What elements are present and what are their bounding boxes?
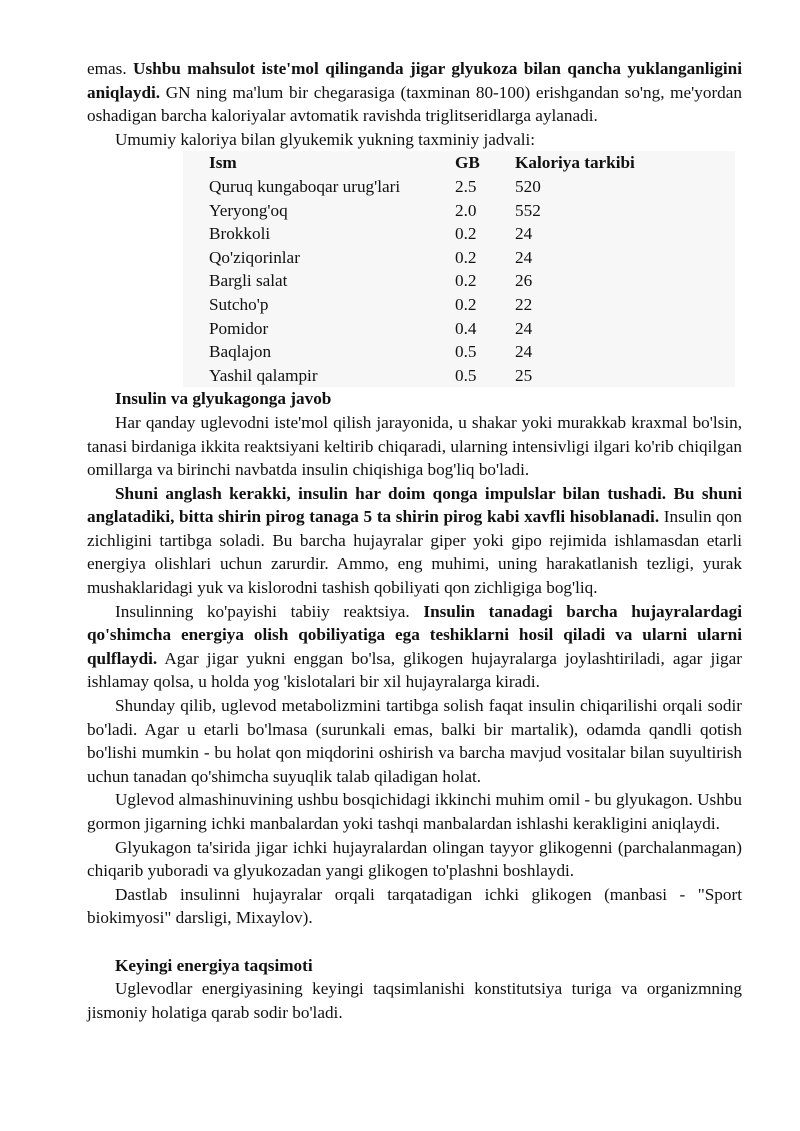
cell-gb: 2.5 xyxy=(455,176,477,196)
table-row xyxy=(183,175,675,199)
table-row xyxy=(183,222,675,246)
paragraph-glucagon-effect: Glyukagon ta'sirida jigar ichki hujayralardan olingan tayyor glikogenni (parchalanmagan) chiqarib yuboradi va glyukozadan yangi glikogen to'plashni boshlaydi. xyxy=(87,837,742,881)
table-row xyxy=(183,199,675,223)
cell-gb: 0.5 xyxy=(455,365,477,385)
bold-run: Ushbu mahsulot iste'mol qilinganda jigar glyukoza bilan qancha yuklanganligini aniqlaydi. xyxy=(87,59,742,102)
glycemic-table xyxy=(183,151,675,387)
paragraph-insulin-impulses xyxy=(87,482,742,600)
cell-gb: 0.2 xyxy=(455,294,477,314)
table-row xyxy=(183,340,675,364)
table-row xyxy=(183,293,675,317)
cell-gb: 0.4 xyxy=(455,318,477,338)
cell-name: Qo'ziqorinlar xyxy=(209,247,300,267)
header-name: Ism xyxy=(209,153,237,173)
paragraph-reactions: Har qanday uglevodni iste'mol qilish jarayonida, u shakar yoki murakkab kraxmal bo'lsin, tanasi birdaniga ikkita reaktsiyani keltirib chiqaradi, ularning intensivligi ilgari ko'rib chiqilgan omillarga va birinchi navbatda insulin chiqishiga bog'liq bo'ladi. xyxy=(87,412,742,480)
cell-name: Yashil qalampir xyxy=(209,365,318,385)
cell-calories: 26 xyxy=(515,271,533,291)
cell-gb: 0.2 xyxy=(455,224,477,244)
cell-calories: 24 xyxy=(515,224,533,244)
cell-name: Bargli salat xyxy=(209,271,288,291)
cell-calories: 24 xyxy=(515,342,533,362)
table-intro: Umumiy kaloriya bilan glyukemik yukning taxminiy jadvali: xyxy=(115,129,536,149)
section-heading-insulin: Insulin va glyukagonga javob xyxy=(115,389,332,409)
cell-name: Brokkoli xyxy=(209,224,271,244)
text-run: Agar jigar yukni enggan bo'lsa, glikogen hujayralarga joylashtiriladi, agar jigar ishlamay qolsa, u holda yog 'kislotalari bir xil hujayralarga kiradi. xyxy=(87,648,742,692)
document-body xyxy=(87,57,742,1024)
cell-name: Pomidor xyxy=(209,318,269,338)
paragraph-glucagon: Uglevod almashinuvining ushbu bosqichidagi ikkinchi muhim omil - bu glyukagon. Ushbu gormon jigarning ichki manbalardan yoki tashqi manbalardan ishlashi kerakligini aniqlaydi. xyxy=(87,790,742,833)
text-run: Insulin qon zichligini tartibga soladi. Bu barcha hujayralar giper yoki gipo rejimida ishlamasdan etarli energiya olishlari uchun zarurdir. Ammo, eng muhimi, uning harakatlanish tezligi, yurak mushaklaridagi yuk va kislorodni tashish qobiliyati qon zichligiga bog'liq. xyxy=(87,507,742,598)
cell-calories: 520 xyxy=(515,176,541,196)
cell-calories: 22 xyxy=(515,294,533,314)
cell-calories: 24 xyxy=(515,318,533,338)
table-row xyxy=(183,317,675,341)
table-row xyxy=(183,269,675,293)
bold-run: Insulin tanadagi barcha hujayralardagi qo'shimcha energiya olish qobiliyatiga ega teshiklarni hosil qiladi va ularni ularni qulflaydi. xyxy=(87,601,742,668)
header-gb: GB xyxy=(455,153,480,173)
cell-name: Quruq kungaboqar urug'lari xyxy=(209,176,401,196)
paragraph-metabolism: Shunday qilib, uglevod metabolizmini tartibga solish faqat insulin chiqarilishi orqali sodir bo'ladi. Agar u etarli bo'lmasa (surunkali emas, balki bir martalik), odamda qandli qotish bo'lishi mumkin - bu holat qon miqdorini oshirish va barcha mavjud vositalar bilan suyultirish uchun tanadan qo'shimcha suyuqlik talab qiladigan holat. xyxy=(87,696,742,786)
paragraph-source: Dastlab insulinni hujayralar orqali tarqatadigan ichki glikogen (manbasi - "Sport biokimyosi" darsligi, Mixaylov). xyxy=(87,884,742,928)
cell-gb: 2.0 xyxy=(455,200,477,220)
paragraph-intro xyxy=(87,57,742,128)
glycemic-table-container xyxy=(183,151,735,387)
table-header-row xyxy=(183,151,675,175)
section-heading-distribution: Keyingi energiya taqsimoti xyxy=(115,955,313,975)
cell-name: Baqlajon xyxy=(209,342,272,362)
cell-name: Sutcho'p xyxy=(209,294,269,314)
table-row xyxy=(183,364,675,388)
cell-calories: 25 xyxy=(515,365,533,385)
table-row xyxy=(183,246,675,270)
paragraph-insulin-increase xyxy=(87,600,742,694)
cell-gb: 0.2 xyxy=(455,271,477,291)
cell-calories: 552 xyxy=(515,200,541,220)
cell-name: Yeryong'oq xyxy=(209,200,288,220)
text-run: emas. xyxy=(87,59,134,78)
bold-run: Shuni anglash kerakki, insulin har doim qonga impulslar bilan tushadi. Bu shuni anglatadiki, bitta shirin pirog tanaga 5 ta shirin pirog kabi xavfli hisoblanadi. xyxy=(87,483,742,527)
text-run: GN ning ma'lum bir chegarasiga (taxminan 80-100) erishgandan so'ng, me'yordan oshadigan barcha kaloriyalar avtomatik ravishda triglitseridlarga aylanadi. xyxy=(87,82,742,126)
cell-gb: 0.2 xyxy=(455,247,477,267)
paragraph-distribution: Uglevodlar energiyasining keyingi taqsimlanishi konstitutsiya turiga va organizmning jismoniy holatiga qarab sodir bo'ladi. xyxy=(87,979,742,1022)
cell-gb: 0.5 xyxy=(455,342,477,362)
cell-calories: 24 xyxy=(515,247,533,267)
text-run: Insulinning ko'payishi tabiiy reaktsiya. xyxy=(115,601,424,621)
spacer xyxy=(87,930,742,954)
header-calories: Kaloriya tarkibi xyxy=(515,153,635,173)
